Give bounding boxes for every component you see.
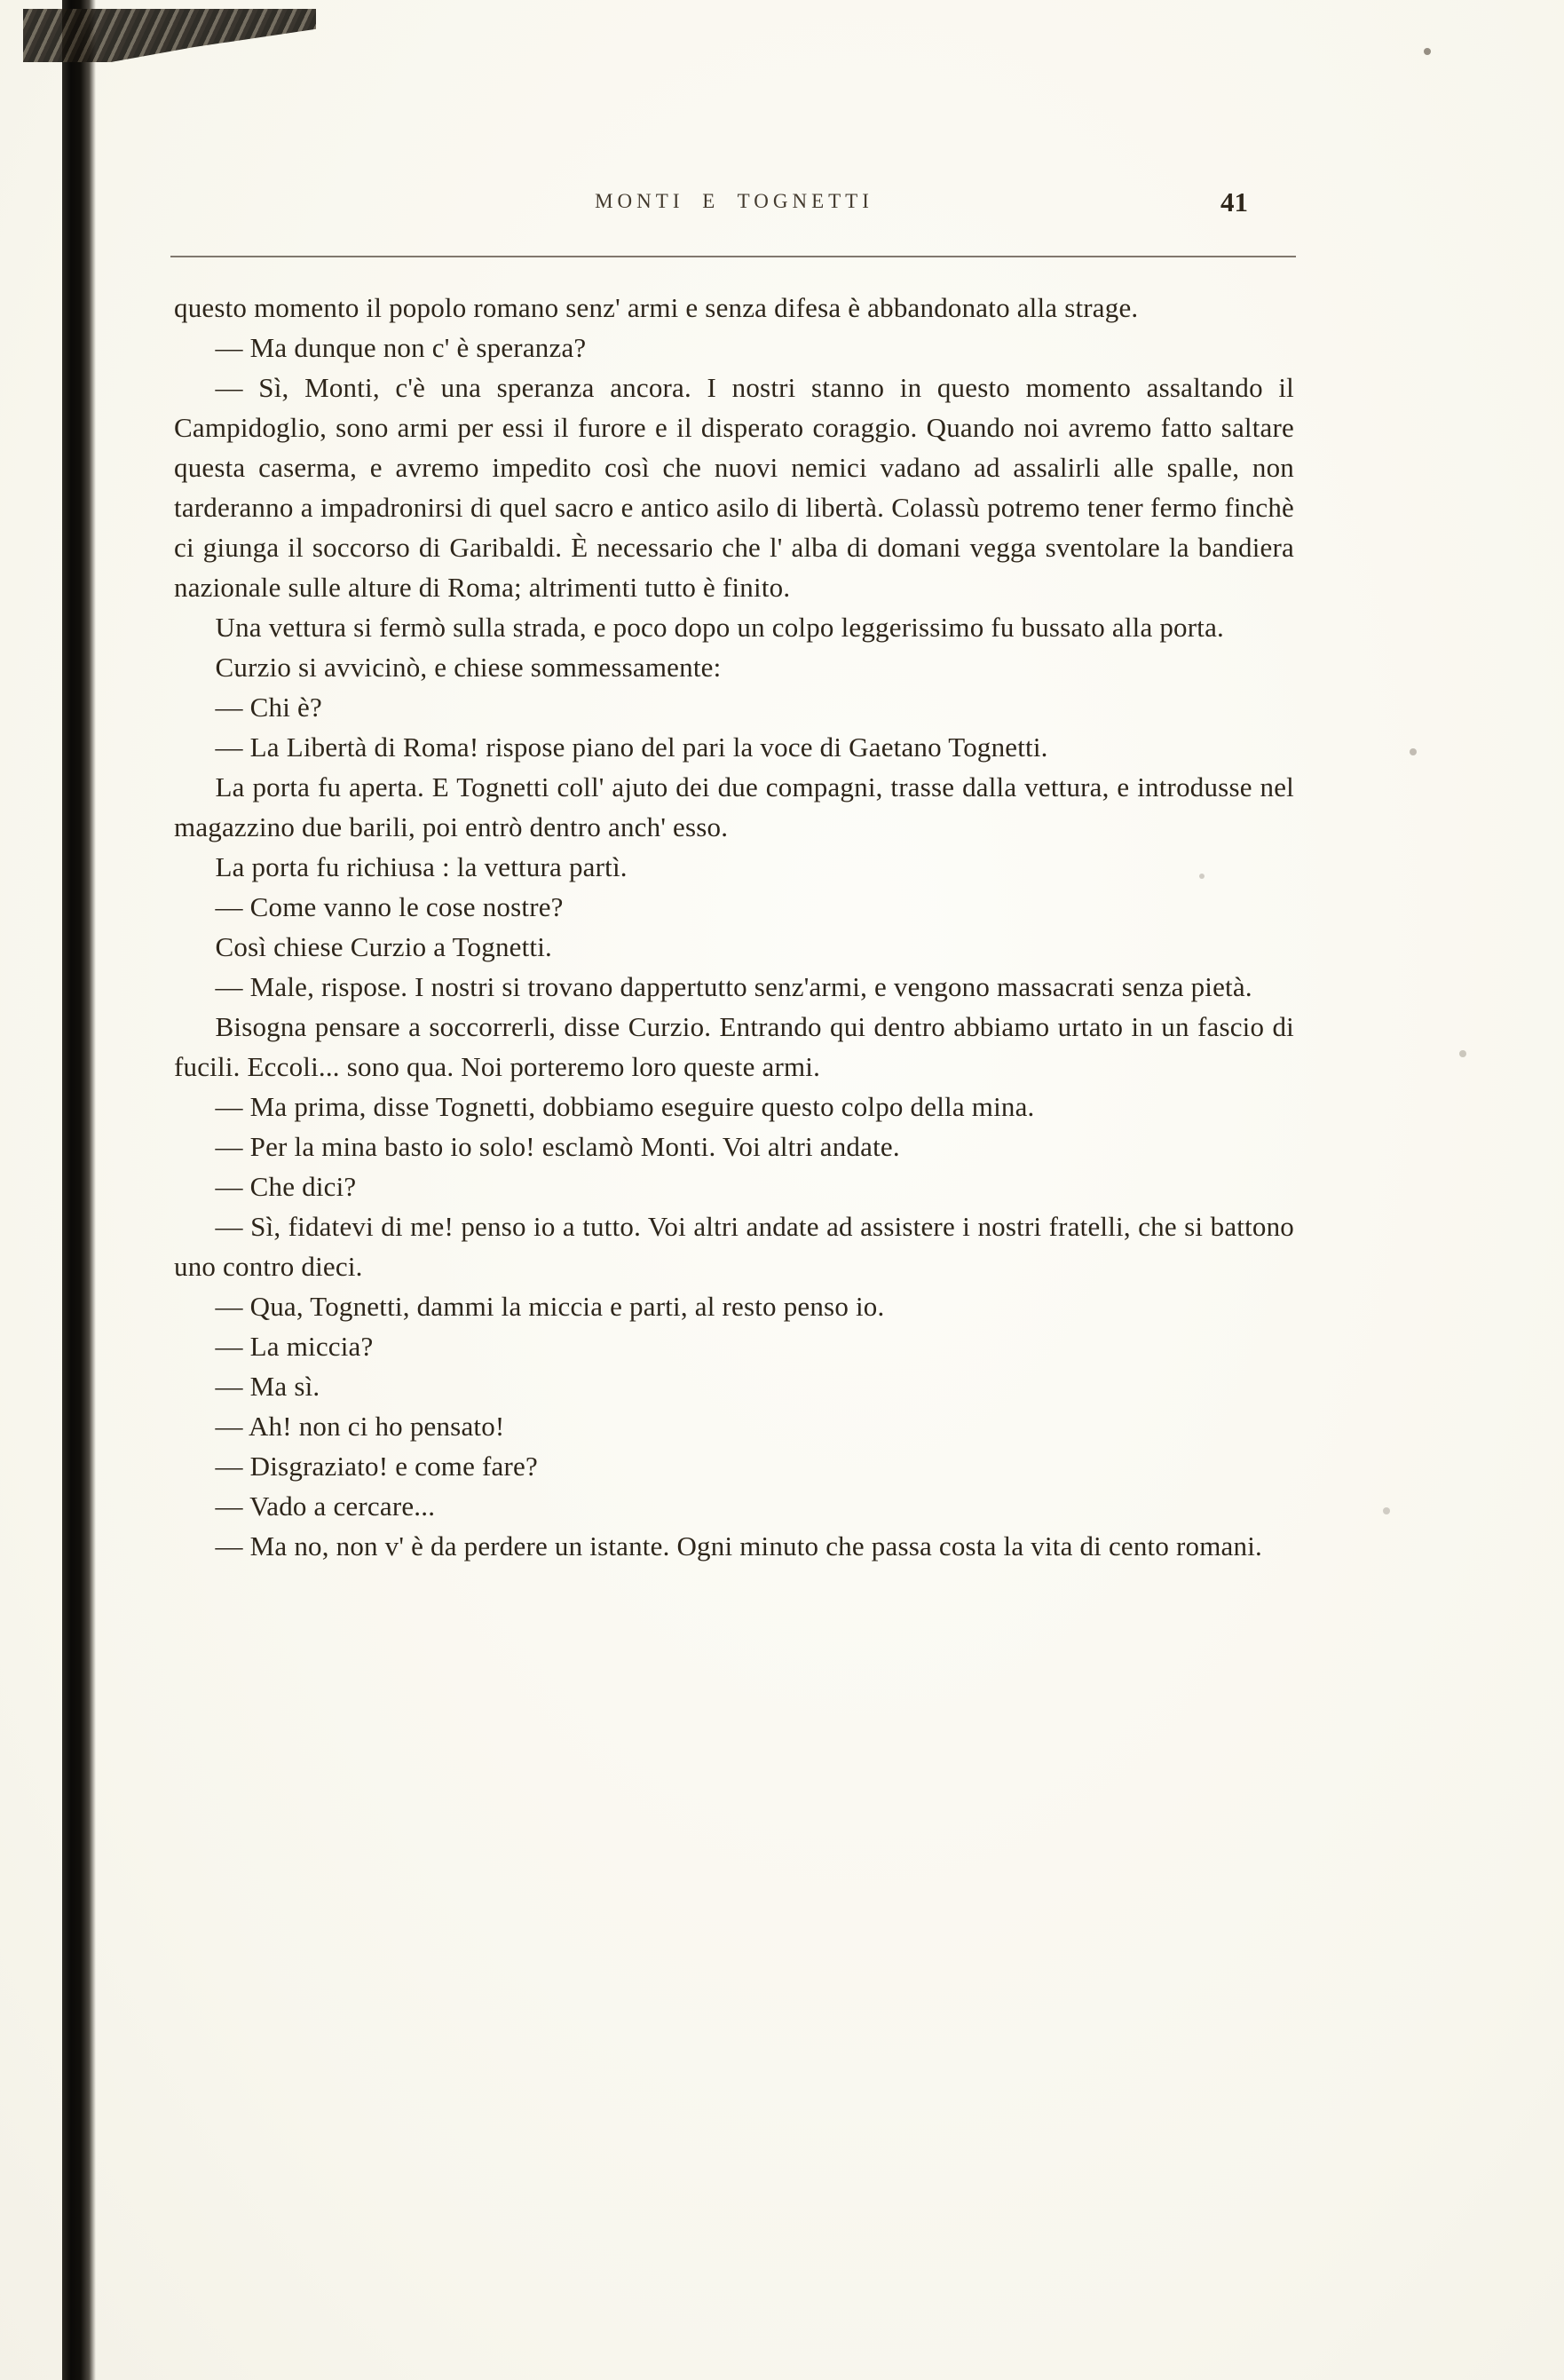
paragraph: — La Libertà di Roma! rispose piano del pari la voce di Gaetano Tognetti.: [215, 731, 1048, 763]
paragraph: — Che dici?: [215, 1171, 357, 1202]
paragraph: — Sì, Monti, c'è una speranza ancora. I nostri stanno in questo momento assaltando il Campidoglio, sono armi per essi il furore e il disperato coraggio. Quando noi avremo fatto saltare questa caserma, e avremo impedito così che nuovi nemici vadano ad assalirli alle spalle, non tarderanno a impadronirsi di quel sacro e antico asilo di libertà. Colassù potremo tener fermo finchè ci giunga il soccorso di Garibaldi. È necessario che l' alba di domani vegga sventolare la bandiera nazionale sulle alture di Roma; altrimenti tutto è finito.: [174, 372, 1294, 603]
paragraph: — Ma sì.: [215, 1371, 320, 1402]
paragraph: — Male, rispose. I nostri si trovano dappertutto senz'armi, e vengono massacrati senza pietà.: [215, 971, 1252, 1002]
paragraph: La porta fu richiusa : la vettura partì.: [215, 851, 628, 882]
page-number: 41: [1220, 186, 1248, 217]
paragraph: — Ma dunque non c' è speranza?: [215, 332, 587, 363]
scan-specks: [0, 0, 4, 4]
paragraph: Curzio si avvicinò, e chiese sommessamente:: [215, 652, 722, 683]
paragraph: questo momento il popolo romano senz' armi e senza difesa è abbandonato alla strage.: [174, 292, 1139, 323]
paragraph: Così chiese Curzio a Tognetti.: [215, 931, 552, 962]
paragraph: — Chi è?: [215, 692, 322, 723]
page-text: [174, 288, 1294, 1566]
paragraph: — Qua, Tognetti, dammi la miccia e parti, al resto penso io.: [215, 1291, 885, 1322]
binding-shadow: [62, 0, 96, 2380]
paragraph: — Vado a cercare...: [215, 1490, 436, 1522]
paragraph: La porta fu aperta. E Tognetti coll' ajuto dei due compagni, trasse dalla vettura, e introdusse nel magazzino due barili, poi entrò dentro anch' esso.: [174, 771, 1294, 842]
page-header: [174, 186, 1294, 236]
header-rule: [170, 256, 1296, 257]
paragraph: — Ma no, non v' è da perdere un istante. Ogni minuto che passa costa la vita di cento romani.: [215, 1530, 1262, 1562]
paragraph: — La miccia?: [215, 1331, 374, 1362]
paragraph: Una vettura si fermò sulla strada, e poco dopo un colpo leggerissimo fu bussato alla porta.: [215, 612, 1225, 643]
paragraph: — Ma prima, disse Tognetti, dobbiamo eseguire questo colpo della mina.: [215, 1091, 1035, 1122]
paragraph: — Per la mina basto io solo! esclamò Monti. Voi altri andate.: [215, 1131, 900, 1162]
paragraph: — Come vanno le cose nostre?: [215, 891, 564, 922]
running-title: MONTI E TOGNETTI: [595, 190, 873, 212]
scan-corner-artifact: [23, 9, 316, 62]
paragraph: — Ah! non ci ho pensato!: [215, 1411, 505, 1442]
paragraph: — Sì, fidatevi di me! penso io a tutto. Voi altri andate ad assistere i nostri fratelli, che si battono uno contro dieci.: [174, 1211, 1294, 1282]
paragraph: — Disgraziato! e come fare?: [215, 1451, 538, 1482]
paragraph: Bisogna pensare a soccorrerli, disse Curzio. Entrando qui dentro abbiamo urtato in un fascio di fucili. Eccoli... sono qua. Noi porteremo loro queste armi.: [174, 1011, 1294, 1082]
